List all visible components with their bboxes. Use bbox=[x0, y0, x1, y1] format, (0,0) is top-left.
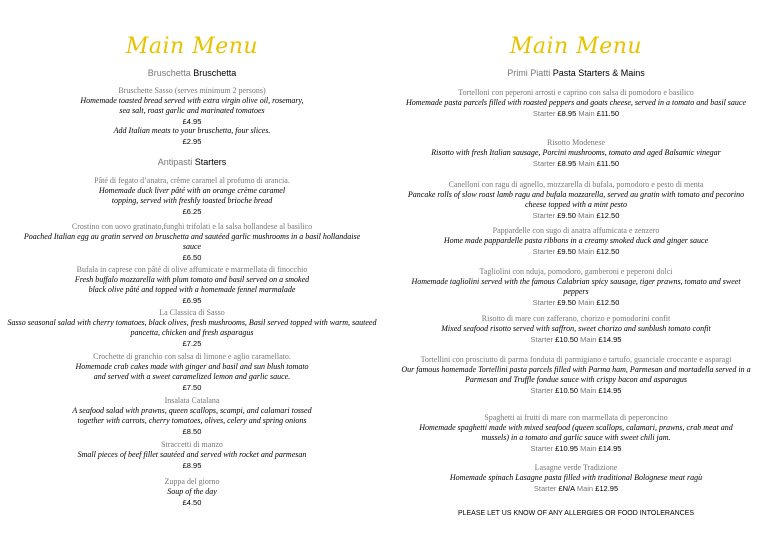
allergy-notice: PLEASE LET US KNOW OF ANY ALLERGIES OR FOOD INTOLERANCES bbox=[457, 510, 695, 517]
item-italian-name: Straccetti di manzo bbox=[161, 440, 223, 449]
menu-item bbox=[0, 396, 384, 437]
starter-price: £9.50 bbox=[557, 211, 576, 220]
item-italian-name: Insalata Catalana bbox=[164, 396, 220, 405]
starter-price: £N/A bbox=[558, 484, 575, 493]
section-starters bbox=[0, 157, 384, 167]
section-english-name: Bruschetta bbox=[193, 68, 237, 78]
item-price-row bbox=[384, 483, 768, 494]
item-price: £8.95 bbox=[182, 461, 202, 470]
item-italian-name: Tortellini con prosciutto di parma fonduta di parmigiano e tartufo, guanciale croccante e asparagi bbox=[420, 355, 732, 364]
item-description: Homemade pasta parcels filled with roasted peppers and goats cheese, served in a tomato and basil sauce bbox=[405, 98, 747, 107]
item-price-row bbox=[384, 158, 768, 169]
starter-price: £10.95 bbox=[555, 444, 579, 453]
item-description: Soup of the day bbox=[167, 487, 217, 496]
menu-item bbox=[0, 265, 384, 306]
main-price: £12.50 bbox=[596, 247, 620, 256]
item-italian-name: Spaghetti ai frutti di mare con marmellata di peperoncino bbox=[484, 413, 668, 422]
menu-item bbox=[0, 222, 384, 263]
item-description: Homemade duck liver pâté with an orange crème caramel topping, served with freshly toasted brioche bread bbox=[98, 186, 286, 205]
item-description: Mixed seafood risotto served with saffron, sweet chorizo and sunblush tomato confit bbox=[441, 324, 711, 333]
item-description: Small pieces of beef fillet sautéed and served with rocket and parmesan bbox=[77, 450, 307, 459]
section-english-name: Pasta Starters & Mains bbox=[552, 68, 645, 78]
item-italian-name: Tagliolini con nduja, pomodoro, gamberoni e peperoni dolci bbox=[479, 267, 673, 276]
item-italian-name: Pappardelle con sugo di anatra affumicata e zenzero bbox=[492, 226, 660, 235]
starter-label: Starter bbox=[530, 335, 554, 344]
item-price: £8.50 bbox=[182, 427, 202, 436]
item-description: Homemade spinach Lasagne pasta filled with traditional Bolognese meat ragù bbox=[449, 473, 703, 482]
main-label: Main bbox=[578, 159, 595, 168]
item-description: Homemade tagliolini served with the famous Calabrian spicy sausage, tiger prawns, tomato and sweet peppers bbox=[411, 277, 741, 296]
menu-item bbox=[0, 308, 384, 349]
starter-price: £8.95 bbox=[557, 159, 577, 168]
right-menu-title: Main Menu bbox=[509, 34, 643, 59]
item-description: A seafood salad with prawns, queen scallops, scampi, and calamari tossed together with carrots, cherry tomatoes, olives, celery and spring onions bbox=[72, 406, 312, 425]
item-italian-name: Risotto di mare con zafferano, chorizo e pomodorini confit bbox=[481, 314, 671, 323]
main-label: Main bbox=[578, 247, 595, 256]
item-description: Poached Italian egg au gratin served on bruschetta and sautéed garlic mushrooms in a basil hollandaise sauce bbox=[23, 232, 361, 251]
menu-item bbox=[0, 477, 384, 508]
item-price: £4.95 bbox=[182, 117, 202, 126]
main-label: Main bbox=[578, 298, 595, 307]
starter-label: Starter bbox=[530, 386, 554, 395]
main-label: Main bbox=[578, 211, 595, 220]
main-label: Main bbox=[580, 386, 597, 395]
item-description: Add Italian meats to your bruschetta, four slices. bbox=[113, 126, 271, 135]
item-price-row bbox=[384, 334, 768, 345]
section-bruschetta bbox=[0, 68, 384, 78]
starter-label: Starter bbox=[530, 444, 554, 453]
item-description: Home made pappardelle pasta ribbons in a creamy smoked duck and ginger sauce bbox=[443, 236, 709, 245]
main-price: £11.50 bbox=[596, 109, 620, 118]
item-italian-name: Crostino con uovo gratinato,funghi trifolati e la salsa hollandese al basilico bbox=[71, 222, 313, 231]
starter-label: Starter bbox=[532, 159, 556, 168]
starter-label: Starter bbox=[533, 484, 557, 493]
menu-item bbox=[384, 413, 768, 454]
item-price-row bbox=[384, 246, 768, 257]
item-italian-name: Bruschette Sasso (serves minimum 2 persons) bbox=[118, 86, 266, 95]
starter-price: £8.95 bbox=[557, 109, 577, 118]
item-italian-name: Tortelloni con peperoni arrosti e caprino con salsa di pomodoro e basilico bbox=[458, 88, 694, 97]
item-italian-name: Bufala in caprese con pâté di olive affumicate e marmellata di finocchio bbox=[76, 265, 308, 274]
starter-price: £10.50 bbox=[555, 386, 579, 395]
main-label: Main bbox=[580, 444, 597, 453]
menu-item bbox=[384, 314, 768, 345]
item-price-row bbox=[384, 297, 768, 308]
menu-item bbox=[0, 352, 384, 393]
menu-item bbox=[384, 88, 768, 119]
main-price: £12.50 bbox=[596, 211, 620, 220]
item-description: Homemade spaghetti made with mixed seafood (queen scallops, calamari, prawns, crab meat and mussels) in a tomato and garlic sauce with sweet chili jam. bbox=[419, 423, 733, 442]
item-italian-name: Risotto Modenese bbox=[547, 138, 605, 147]
main-label: Main bbox=[576, 484, 594, 493]
menu-item bbox=[384, 138, 768, 169]
item-price-row bbox=[384, 385, 768, 396]
main-price: £14.95 bbox=[598, 444, 622, 453]
item-price-row bbox=[384, 108, 768, 119]
item-italian-name: Lasagne verde Tradizione bbox=[534, 463, 618, 472]
starter-price: £9.50 bbox=[557, 298, 576, 307]
starter-label: Starter bbox=[532, 109, 556, 118]
menu-item bbox=[384, 267, 768, 308]
item-price-row bbox=[384, 443, 768, 454]
item-price: £6.25 bbox=[182, 207, 202, 216]
item-price: £7.50 bbox=[182, 383, 202, 392]
item-description: Sasso seasonal salad with cherry tomatoes, black olives, fresh mushrooms, Basil served topped with warm, sauteed pancetta, chicken and fresh asparagus bbox=[7, 318, 377, 337]
section-italian-name: Primi Piatti bbox=[507, 68, 551, 78]
starter-label: Starter bbox=[532, 247, 556, 256]
item-italian-name: Zuppa del giorno bbox=[164, 477, 220, 486]
item-description: Pancake rolls of slow roast lamb ragu and bufala mozzarella, served au gratin with tomato and pecorino cheese topped with a mint pesto bbox=[407, 190, 745, 209]
left-menu-title: Main Menu bbox=[125, 34, 259, 59]
main-price: £12.95 bbox=[595, 484, 619, 493]
item-price: £7.25 bbox=[182, 339, 202, 348]
item-description: Our famous homemade Tortellini pasta parcels filled with Parma ham, Parmesan and mortadella served in a Parmesan and Truffle fondue sauce with crispy bacon and asparagus bbox=[401, 365, 751, 384]
section-italian-name: Antipasti bbox=[157, 157, 193, 167]
menu-item bbox=[384, 463, 768, 494]
main-price: £11.50 bbox=[596, 159, 620, 168]
item-price: £6.50 bbox=[182, 253, 202, 262]
menu-item bbox=[0, 86, 384, 127]
item-description: Homemade crab cakes made with ginger and basil and sun blush tomato and served with a sweet caramelized lemon and garlic sauce. bbox=[75, 362, 309, 381]
main-label: Main bbox=[580, 335, 597, 344]
item-price-row bbox=[384, 210, 768, 221]
starter-price: £9.50 bbox=[557, 247, 576, 256]
item-italian-name: Canelloni con ragu di agnello, mozzarella di bufala, pomodoro e pesto di menta bbox=[448, 180, 704, 189]
item-italian-name: La Classica di Sasso bbox=[159, 308, 225, 317]
menu-item bbox=[384, 355, 768, 396]
item-price: £6.95 bbox=[182, 296, 202, 305]
menu-item bbox=[0, 176, 384, 217]
item-italian-name: Crochette di granchio con salsa di limone e aglio caramellato. bbox=[93, 352, 291, 361]
item-description: Homemade toasted bread served with extra virgin olive oil, rosemary, sea salt, roast garlic and marinated tomatoes bbox=[80, 96, 304, 115]
section-italian-name: Bruschetta bbox=[147, 68, 191, 78]
item-description: Risotto with fresh Italian sausage, Porcini mushrooms, tomato and aged Balsamic vinegar bbox=[431, 148, 721, 157]
item-price: £4.50 bbox=[182, 498, 202, 507]
menu-item bbox=[384, 226, 768, 257]
menu-item bbox=[384, 180, 768, 221]
item-italian-name: Pâté di fegato d’anatra, crème caramel al profumo di arancia. bbox=[94, 176, 290, 185]
starter-label: Starter bbox=[532, 211, 556, 220]
section-english-name: Starters bbox=[194, 157, 227, 167]
main-label: Main bbox=[578, 109, 595, 118]
item-description: Fresh buffalo mozzarella with plum tomato and basil served on a smoked black olive pâté and topped with a homemade fennel marmalade bbox=[74, 275, 310, 294]
starter-label: Starter bbox=[532, 298, 556, 307]
section-pasta bbox=[384, 68, 768, 78]
starter-price: £10.50 bbox=[555, 335, 579, 344]
main-price: £14.95 bbox=[598, 386, 622, 395]
main-price: £14.95 bbox=[598, 335, 622, 344]
menu-item bbox=[0, 126, 384, 147]
main-price: £12.50 bbox=[596, 298, 620, 307]
menu-item bbox=[0, 440, 384, 471]
item-price: £2.95 bbox=[182, 137, 202, 146]
